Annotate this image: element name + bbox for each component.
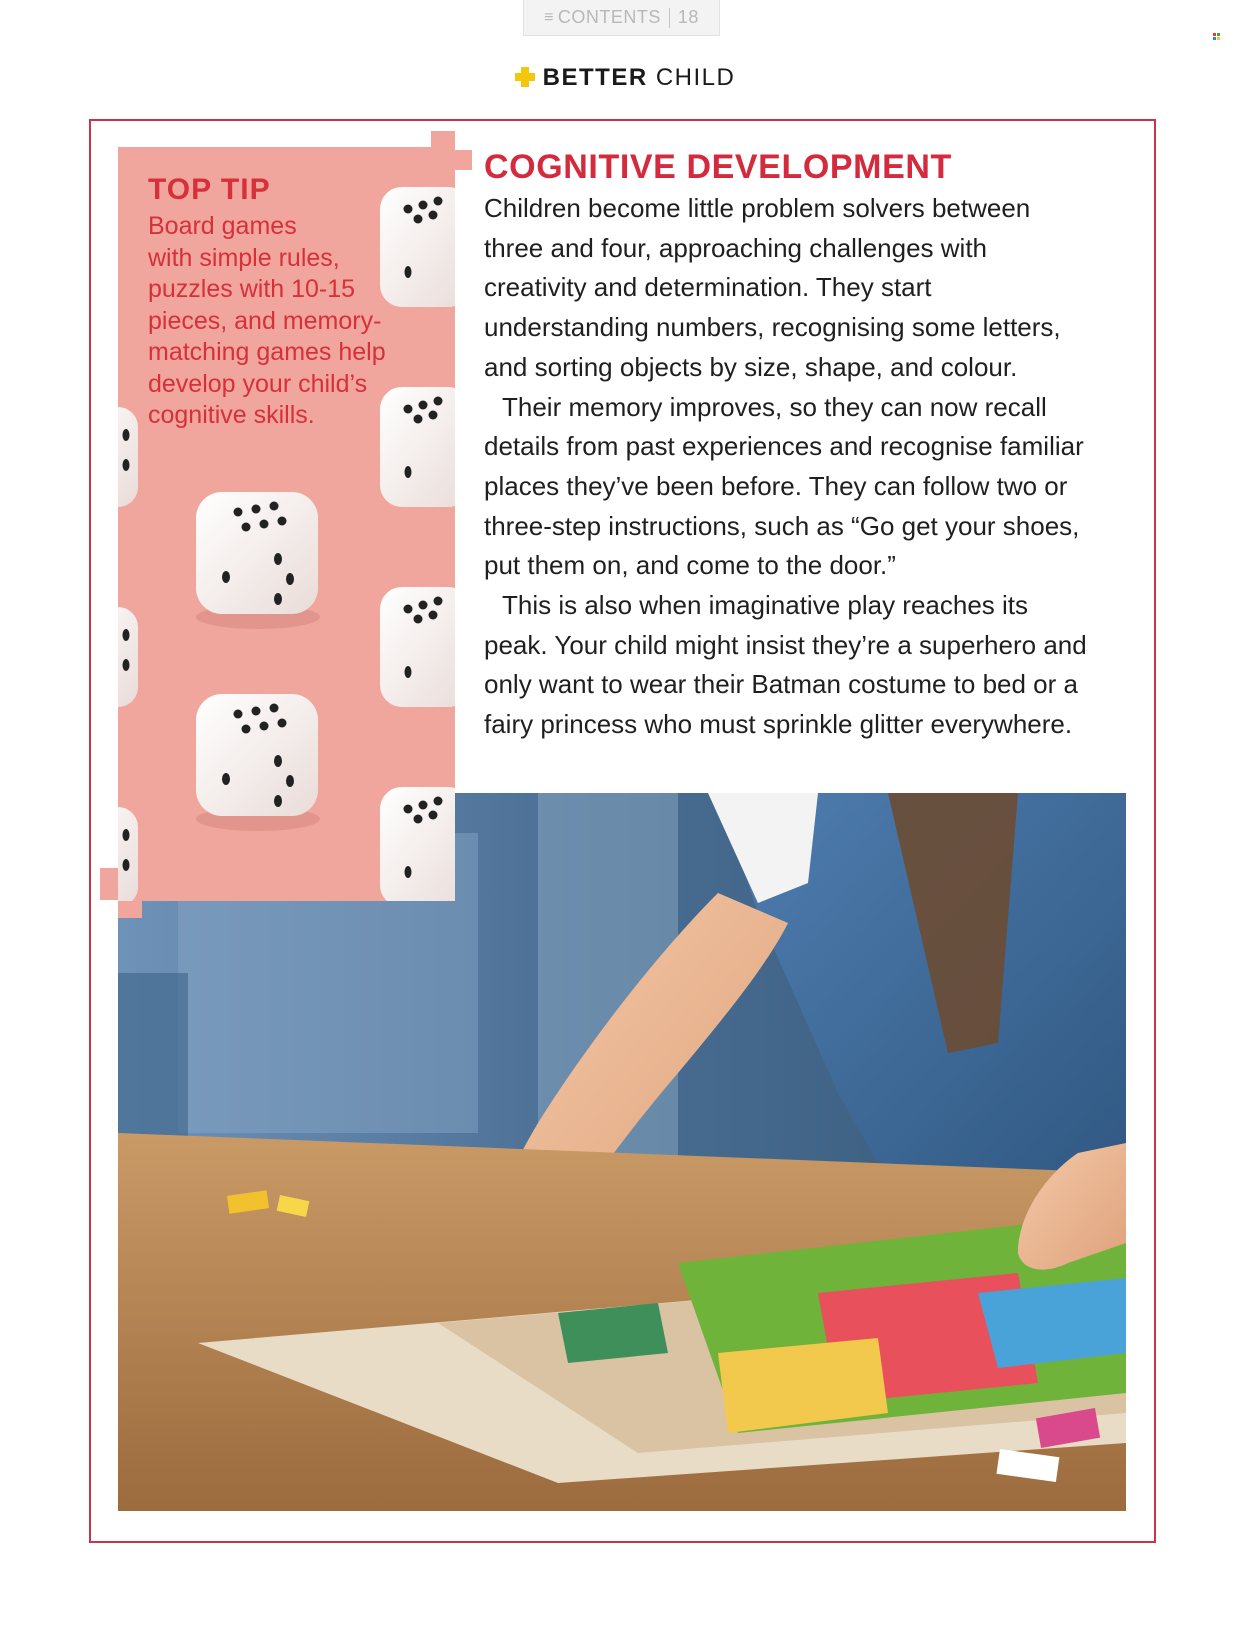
article-paragraph: Their memory improves, so they can now recall details from past experiences and recognise familiar places they’ve been before. They can follow two or three-step instructions, such as “Go get your shoes, put them on, and come to the door.” xyxy=(484,391,1084,581)
brand-strong: BETTER xyxy=(542,64,648,91)
plus-icon xyxy=(515,67,535,87)
contents-label: CONTENTS xyxy=(557,7,661,27)
article-paragraph: Children become little problem solvers between three and four, approaching challenges with creativity and determination. They start understanding numbers, recognising some letters, and sorting objects by size, shape, and colour. xyxy=(484,193,1061,382)
divider xyxy=(669,8,670,28)
tip-tab-decor xyxy=(455,150,472,170)
top-tip-text xyxy=(148,173,418,432)
article-paragraph: This is also when imaginative play reaches its peak. Your child might insist they’re a superhero and only want to wear their Batman costume to bed or a fairy princess who must sprinkle glitter everywhere. xyxy=(484,590,1087,740)
menu-icon: ≡ xyxy=(544,8,554,26)
page-number: 18 xyxy=(677,7,699,27)
article-body xyxy=(484,189,1144,745)
section-header xyxy=(0,64,1250,92)
top-tip-panel xyxy=(118,147,455,901)
top-tip-body: Board games with simple rules, puzzles with 10-15 pieces, and memory- matching games help develop your child’s cognitive skills. xyxy=(148,212,386,429)
brand-light: CHILD xyxy=(647,64,736,91)
tip-tab-decor xyxy=(118,901,142,918)
tip-tab-decor xyxy=(100,868,118,900)
corner-mark-icon xyxy=(1213,33,1220,40)
contents-tab[interactable] xyxy=(523,0,720,36)
article-title: COGNITIVE DEVELOPMENT xyxy=(484,148,952,186)
top-tip-title: TOP TIP xyxy=(148,173,271,206)
